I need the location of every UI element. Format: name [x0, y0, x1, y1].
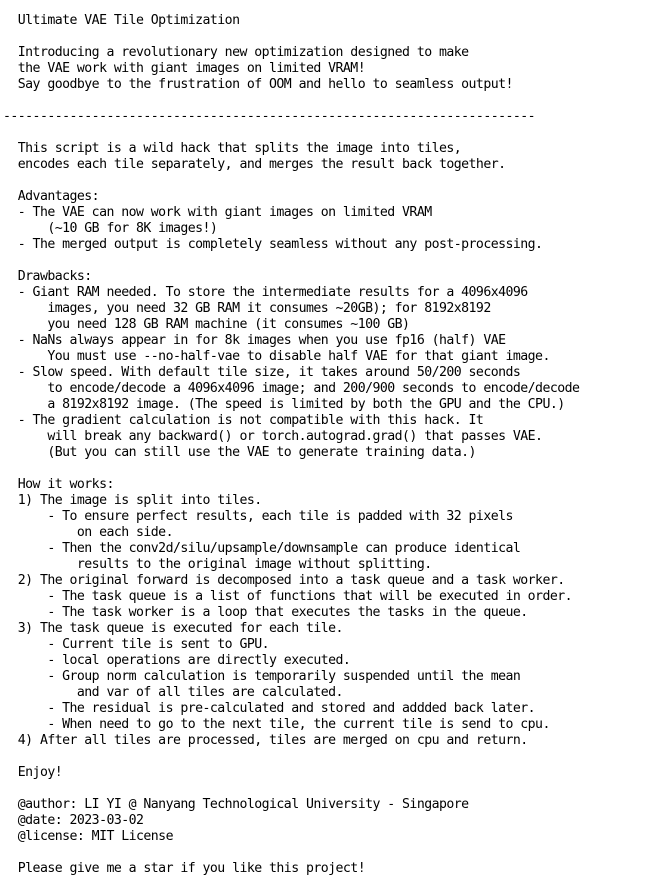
text-line: Say goodbye to the frustration of OOM and hello to seamless output!	[3, 77, 513, 92]
blank-line	[3, 125, 665, 141]
text-line: a 8192x8192 image. (The speed is limited by both the GPU and the CPU.)	[3, 397, 565, 412]
blank-line	[3, 173, 665, 189]
blank-line	[3, 253, 665, 269]
blank-line	[3, 781, 665, 797]
text-line: How it works:	[3, 477, 114, 492]
text-line: @author: LI YI @ Nanyang Technological University - Singapore	[3, 797, 469, 812]
text-line: images, you need 32 GB RAM it consumes ~20GB); for 8192x8192	[3, 301, 491, 316]
text-line: - The merged output is completely seamless without any post-processing.	[3, 237, 543, 252]
text-line: to encode/decode a 4096x4096 image; and 200/900 seconds to encode/decode	[3, 381, 580, 396]
text-line: 4) After all tiles are processed, tiles are merged on cpu and return.	[3, 733, 528, 748]
blank-line	[3, 29, 665, 45]
blank-line	[3, 93, 665, 109]
text-line: - The gradient calculation is not compatible with this hack. It	[3, 413, 484, 428]
text-line: will break any backward() or torch.autograd.grad() that passes VAE.	[3, 429, 543, 444]
text-line: on each side.	[3, 525, 173, 540]
text-line: the VAE work with giant images on limited VRAM!	[3, 61, 366, 76]
text-line: Advantages:	[3, 189, 100, 204]
text-line: You must use --no-half-vae to disable half VAE for that giant image.	[3, 349, 550, 364]
blank-line	[3, 845, 665, 861]
blank-line	[3, 749, 665, 765]
text-line: encodes each tile separately, and merges the result back together.	[3, 157, 506, 172]
text-line: (But you can still use the VAE to generate training data.)	[3, 445, 476, 460]
text-line: - NaNs always appear in for 8k images when you use fp16 (half) VAE	[3, 333, 506, 348]
text-line: - The residual is pre-calculated and stored and addded back later.	[3, 701, 536, 716]
text-line: 1) The image is split into tiles.	[3, 493, 262, 508]
text-line: you need 128 GB RAM machine (it consumes ~100 GB)	[3, 317, 410, 332]
text-line: (~10 GB for 8K images!)	[3, 221, 218, 236]
text-line: - Current tile is sent to GPU.	[3, 637, 270, 652]
text-line: Please give me a star if you like this project!	[3, 861, 366, 876]
text-line: This script is a wild hack that splits the image into tiles,	[3, 141, 462, 156]
text-line: Introducing a revolutionary new optimization designed to make	[3, 45, 469, 60]
text-line: - To ensure perfect results, each tile is padded with 32 pixels	[3, 509, 513, 524]
text-line: and var of all tiles are calculated.	[3, 685, 343, 700]
text-line: Ultimate VAE Tile Optimization	[3, 13, 240, 28]
text-line: Enjoy!	[3, 765, 63, 780]
text-line: - Group norm calculation is temporarily suspended until the mean	[3, 669, 521, 684]
text-line: - The task queue is a list of functions that will be executed in order.	[3, 589, 572, 604]
text-line: - Slow speed. With default tile size, it takes around 50/200 seconds	[3, 365, 521, 380]
text-line: Drawbacks:	[3, 269, 92, 284]
text-line: - The task worker is a loop that executes the tasks in the queue.	[3, 605, 528, 620]
text-line: 2) The original forward is decomposed into a task queue and a task worker.	[3, 573, 565, 588]
text-line: - local operations are directly executed.	[3, 653, 351, 668]
text-line: results to the original image without splitting.	[3, 557, 432, 572]
blank-line	[3, 461, 665, 477]
text-line: - The VAE can now work with giant images on limited VRAM	[3, 205, 432, 220]
text-line: ------------------------------------------------------------------------	[3, 109, 536, 124]
text-line: - Then the conv2d/silu/upsample/downsample can produce identical	[3, 541, 521, 556]
text-line: - When need to go to the next tile, the current tile is send to cpu.	[3, 717, 550, 732]
text-line: @date: 2023-03-02	[3, 813, 144, 828]
text-line: 3) The task queue is executed for each tile.	[3, 621, 343, 636]
text-line: - Giant RAM needed. To store the intermediate results for a 4096x4096	[3, 285, 528, 300]
text-line: @license: MIT License	[3, 829, 173, 844]
